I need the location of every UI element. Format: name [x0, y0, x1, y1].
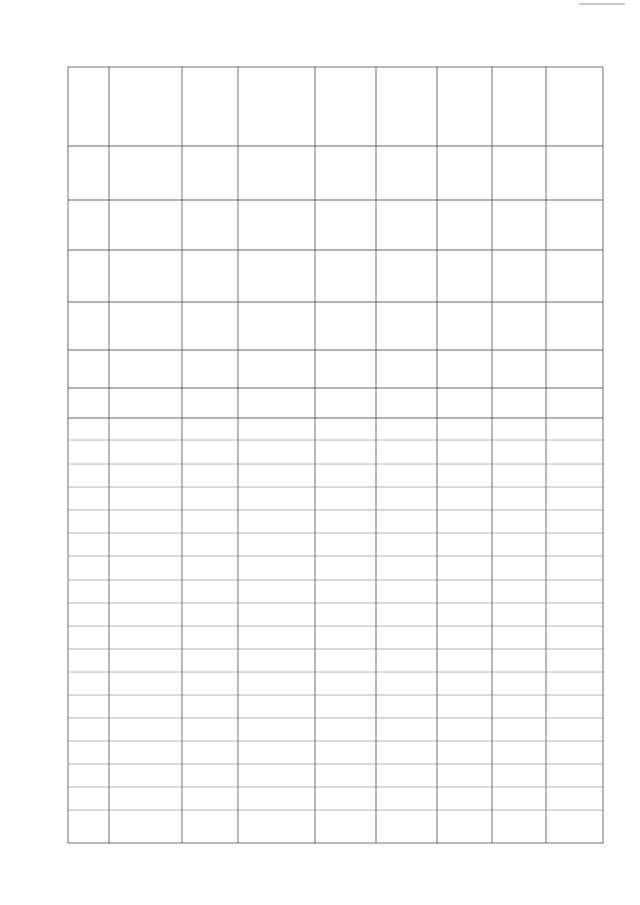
scanner-artifact: [579, 3, 625, 5]
table-border: [68, 67, 603, 843]
document-table: [66, 66, 606, 846]
rotated-document-table: [66, 66, 606, 846]
